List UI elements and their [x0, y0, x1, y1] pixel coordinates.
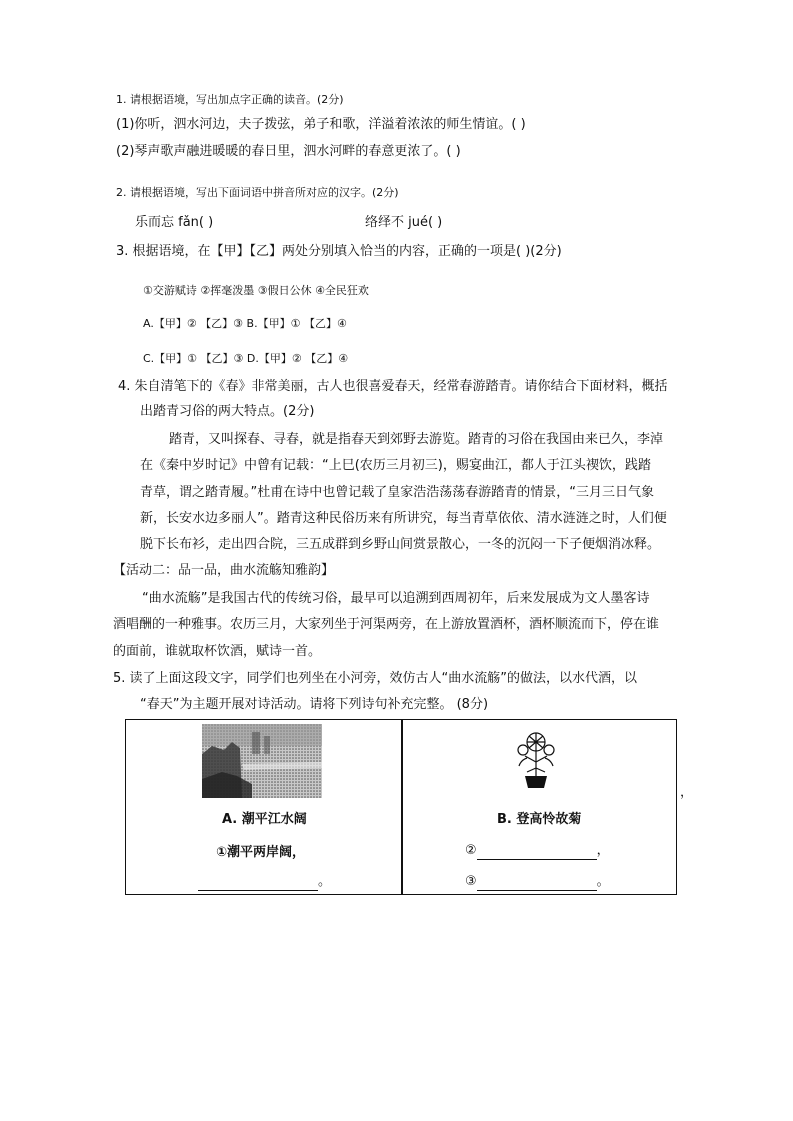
- cell-b-comma: ，: [596, 843, 610, 858]
- q4-passage-line-4: 新，长安水边多丽人”。踏青这种民俗历来有所讲究，每当青草依依、清水涟涟之时，人们便: [140, 511, 667, 526]
- cell-a-blank[interactable]: [198, 876, 318, 891]
- q3-options: ①交游赋诗 ②挥毫泼墨 ③假日公休 ④全民狂欢: [143, 284, 369, 297]
- cell-b-blank-3[interactable]: [477, 876, 597, 891]
- q5-stem-line-2: “春天”为主题开展对诗活动。请将下列诗句补充完整。 (8分): [140, 697, 489, 712]
- cell-b-period: 。: [596, 874, 610, 889]
- river-landscape-image: [202, 724, 322, 798]
- poem-answer-table: [125, 719, 677, 895]
- q1-stem: 1. 请根据语境，写出加点字正确的读音。(2分): [116, 93, 344, 106]
- q5-stem-line-1: 5. 读了上面这段文字，同学们也列坐在小河旁，效仿古人“曲水流觞”的做法，以水代酒，以: [113, 671, 638, 686]
- cell-b-title: B. 登高怜故菊: [497, 812, 582, 827]
- cell-b-mark-3: ③: [465, 874, 477, 889]
- activity2-passage-line-3: 的面前，谁就取杯饮酒，赋诗一首。: [113, 644, 322, 659]
- stray-comma: ，: [680, 785, 694, 800]
- cell-a-blank-line[interactable]: [198, 873, 331, 891]
- cell-b-mark-2: ②: [465, 843, 477, 858]
- cell-b-blank-2[interactable]: [477, 845, 597, 860]
- cell-a-line-1: ①潮平两岸阔，: [216, 845, 306, 860]
- q4-passage-line-2: 在《秦中岁时记》中曾有记载：“上巳(农历三月初三)，赐宴曲江，都人于江头禊饮，践踏: [140, 458, 651, 473]
- cell-b-blank-line-2[interactable]: [465, 842, 610, 860]
- activity2-passage-line-2: 酒唱酬的一种雅事。农历三月，大家列坐于河渠两旁，在上游放置酒杯，酒杯顺流而下，停在谁: [113, 617, 660, 632]
- q2-stem: 2. 请根据语境，写出下面词语中拼音所对应的汉字。(2分): [116, 186, 399, 199]
- q3-choices-ab: A.【甲】② 【乙】③ B.【甲】① 【乙】④: [143, 317, 347, 330]
- q2-word-2: 络绎不 jué( ): [365, 215, 443, 230]
- q2-word-1: 乐而忘 fǎn( ): [135, 215, 214, 230]
- q4-stem-line-1: 4. 朱自清笔下的《春》非常美丽，古人也很喜爱春天，经常春游踏青。请你结合下面材料，概括: [118, 379, 668, 394]
- cell-a: [126, 720, 401, 894]
- cell-a-title: A. 潮平江水阔: [222, 812, 307, 827]
- q3-stem: 3. 根据语境，在【甲】【乙】两处分别填入恰当的内容，正确的一项是( )(2分): [116, 244, 562, 259]
- q4-stem-line-2: 出踏青习俗的两大特点。(2分): [140, 404, 315, 419]
- q1-sentence-1: (1)你听，泗水河边，夫子拨弦，弟子和歌，洋溢着浓浓的师生情谊。( ): [116, 117, 526, 132]
- activity2-passage-line-1: “曲水流觞”是我国古代的传统习俗，最早可以追溯到西周初年，后来发展成为文人墨客诗: [142, 591, 650, 606]
- activity2-title: 【活动二：品一品，曲水流觞知雅韵】: [113, 563, 335, 578]
- q4-passage-line-5: 脱下长布衫，走出四合院，三五成群到乡野山间赏景散心，一冬的沉闷一下子便烟消冰释。: [140, 537, 661, 552]
- cell-b-blank-line-3[interactable]: [465, 873, 610, 891]
- cell-b: [403, 720, 676, 894]
- chrysanthemum-icon: [513, 728, 559, 790]
- q4-passage-line-3: 青草，谓之踏青履。”杜甫在诗中也曾记载了皇家浩浩荡荡春游踏青的情景，“三月三日气象: [140, 485, 654, 500]
- q4-passage-line-1: 踏青，又叫探春、寻春，就是指春天到郊野去游览。踏青的习俗在我国由来已久，李淖: [169, 432, 664, 447]
- q3-choices-cd: C.【甲】① 【乙】③ D.【甲】② 【乙】④: [143, 352, 349, 365]
- cell-a-period: 。: [318, 874, 332, 889]
- q1-sentence-2: (2)琴声歌声融进暖暖的春日里，泗水河畔的春意更浓了。( ): [116, 144, 461, 159]
